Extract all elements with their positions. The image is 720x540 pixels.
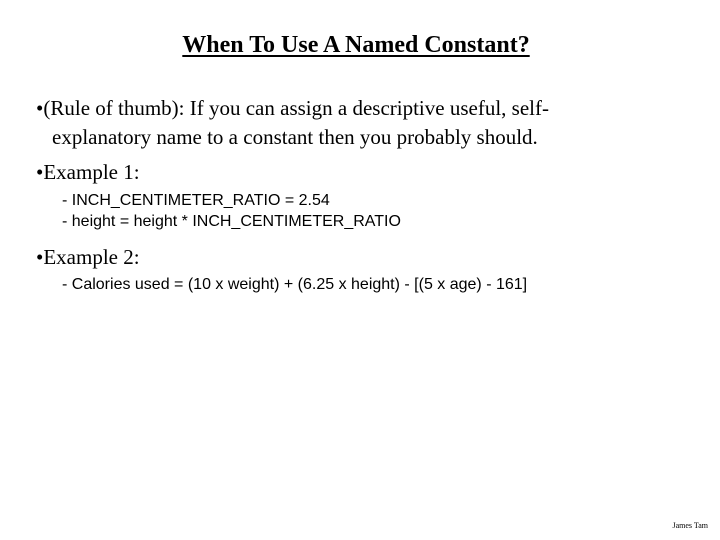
example-1-line-1: - INCH_CENTIMETER_RATIO = 2.54 bbox=[62, 192, 330, 209]
slide-title: When To Use A Named Constant? bbox=[182, 32, 530, 58]
bullet-text: Example 2: bbox=[43, 245, 140, 269]
bullet-example-1 bbox=[36, 158, 140, 187]
bullet-marker: • bbox=[36, 245, 44, 269]
bullet-rule-of-thumb bbox=[36, 94, 549, 152]
example-2-line-1: - Calories used = (10 x weight) + (6.25 x height) - [(5 x age) - 161] bbox=[62, 276, 528, 293]
bullet-text-line-1: (Rule of thumb): If you can assign a descriptive useful, self- bbox=[43, 96, 549, 120]
bullet-example-2 bbox=[36, 243, 140, 272]
example-1-line-2: - height = height * INCH_CENTIMETER_RATIO bbox=[62, 213, 401, 230]
bullet-marker: • bbox=[36, 160, 44, 184]
bullet-marker: • bbox=[36, 96, 44, 120]
bullet-text: Example 1: bbox=[43, 160, 140, 184]
footer-author: James Tam bbox=[672, 521, 708, 530]
bullet-text-line-2: explanatory name to a constant then you probably should. bbox=[52, 125, 538, 149]
